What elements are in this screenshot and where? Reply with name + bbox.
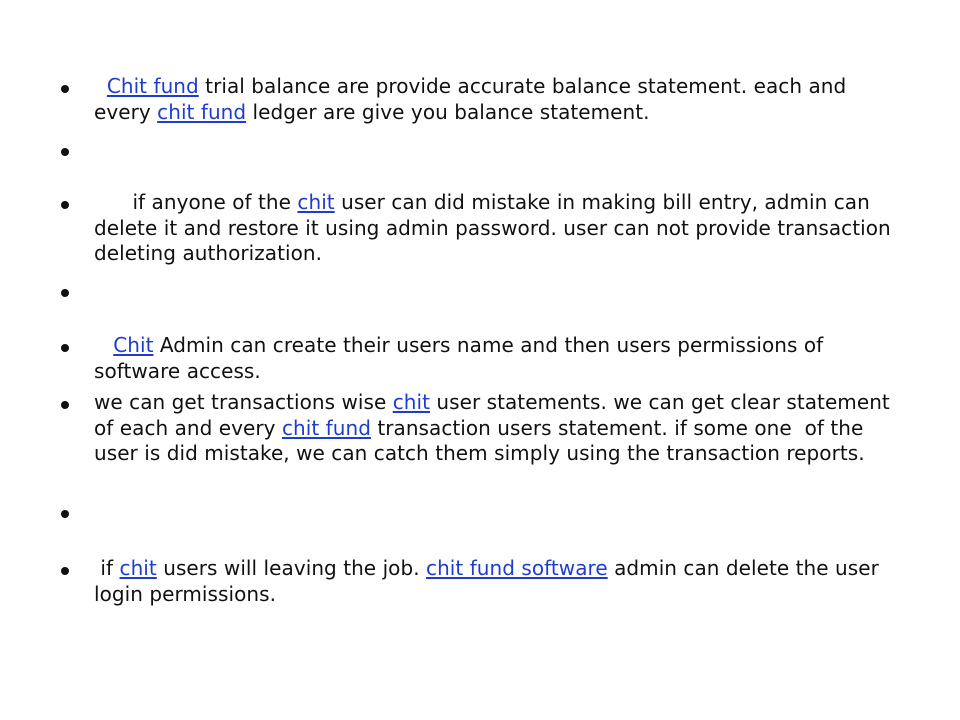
bullet-dot-icon [61,344,69,352]
bullet-text [94,74,894,125]
text-run [94,74,107,98]
bullet-dot-icon [61,85,69,93]
text-run: admin can delete the user login permissions. [94,556,886,606]
hyperlink[interactable]: chit [297,190,335,214]
hyperlink[interactable]: Chit [113,333,154,357]
hyperlink[interactable]: chit fund [281,415,371,440]
text-run: ledger are give you balance statement. [246,99,650,124]
bullet-dot-icon [61,401,69,409]
hyperlink[interactable]: Chit fund [106,74,199,98]
hyperlink[interactable]: chit fund [157,99,247,124]
text-run [94,333,113,357]
bullet-text [94,390,897,467]
text-run: transaction users statement. if some one of the user is did mistake, we can catch them simply using the transaction reports. [94,415,870,465]
text-run: users will leaving the job. [156,556,427,580]
hyperlink[interactable]: chit fund software [426,556,608,580]
bullet-dot-icon [61,289,69,297]
bullet-dot-icon [61,510,69,518]
bullet-dot-icon [61,148,69,156]
text-run: user can did mistake in making bill entry, admin can delete it and restore it using admin password. user can not provide transaction deleting authorization. [94,190,898,265]
text-run: Admin can create their users name and then users permissions of software access. [94,333,830,383]
hyperlink[interactable]: chit [119,556,157,580]
text-run: trial balance are provide accurate balance statement. each and every [94,74,853,124]
bullet-text [94,556,894,607]
bullet-text [94,190,898,267]
bullet-dot-icon [61,567,69,575]
text-run: if anyone of the [94,190,298,214]
bullet-dot-icon [61,201,69,209]
text-run: user statements. we can get clear statement of each and every [94,390,897,440]
hyperlink[interactable]: chit [392,390,430,414]
bullet-text [94,333,894,384]
text-run: if [94,556,120,580]
text-run: we can get transactions wise [94,390,393,414]
